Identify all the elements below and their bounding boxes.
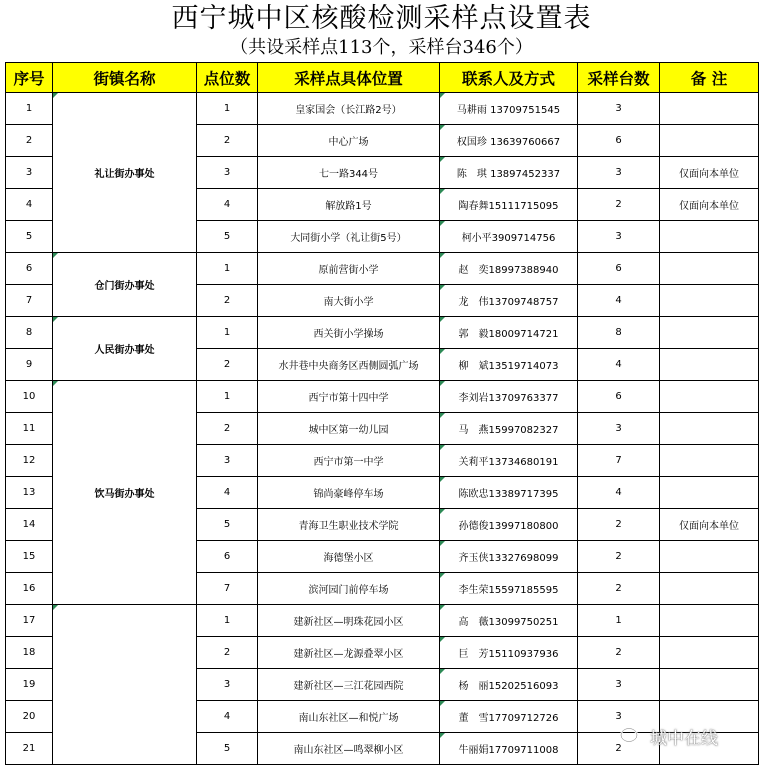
contact-cell	[440, 541, 578, 573]
contact-cell	[440, 285, 578, 317]
remark	[660, 445, 759, 477]
cell-corner-marker	[440, 413, 445, 418]
page-title: 西宁城中区核酸检测采样点设置表	[171, 3, 592, 34]
contact-info: 马 燕15997082327	[458, 425, 559, 436]
point-index: 1	[197, 605, 258, 637]
station-count: 2	[578, 509, 660, 541]
point-index: 6	[197, 541, 258, 573]
cell-corner-marker	[440, 477, 445, 482]
station-count: 2	[578, 733, 660, 765]
cell-corner-marker	[440, 381, 445, 386]
contact-info: 李生荣15597185595	[458, 585, 559, 596]
sampling-location: 南山东社区—鸣翠柳小区	[258, 733, 440, 765]
contact-cell	[440, 381, 578, 413]
header-stations: 采样台数	[578, 63, 660, 93]
sampling-location: 解放路1号	[258, 189, 440, 221]
contact-info: 权国珍 13639760667	[456, 137, 561, 148]
header-remark: 备 注	[660, 63, 759, 93]
contact-info: 郭 毅18009714721	[458, 329, 559, 340]
cell-corner-marker	[440, 349, 445, 354]
header-street: 街镇名称	[53, 63, 197, 93]
contact-cell	[440, 189, 578, 221]
row-number: 16	[6, 573, 53, 605]
cell-corner-marker	[53, 605, 58, 610]
station-count: 6	[578, 125, 660, 157]
contact-info: 龙 伟13709748757	[458, 297, 559, 308]
cell-corner-marker	[440, 541, 445, 546]
contact-info: 关莉平13734680191	[458, 457, 559, 468]
row-number: 20	[6, 701, 53, 733]
sampling-location: 建新社区—明珠花园小区	[258, 605, 440, 637]
point-index: 2	[197, 637, 258, 669]
contact-info: 马耕雨 13709751545	[456, 105, 561, 116]
point-index: 1	[197, 317, 258, 349]
station-count: 6	[578, 253, 660, 285]
contact-cell	[440, 605, 578, 637]
point-index: 1	[197, 253, 258, 285]
contact-info: 孙德俊13997180800	[458, 521, 559, 532]
sampling-points-table	[5, 62, 759, 765]
cell-corner-marker	[440, 637, 445, 642]
contact-info: 陈 琪 13897452337	[456, 169, 561, 180]
contact-cell	[440, 317, 578, 349]
contact-cell	[440, 477, 578, 509]
sampling-location: 南大街小学	[258, 285, 440, 317]
sampling-location: 滨河园门前停车场	[258, 573, 440, 605]
remark	[660, 125, 759, 157]
contact-cell	[440, 669, 578, 701]
remark	[660, 93, 759, 125]
station-count: 2	[578, 573, 660, 605]
row-number: 11	[6, 413, 53, 445]
row-number: 15	[6, 541, 53, 573]
cell-corner-marker	[440, 605, 445, 610]
table-row	[6, 605, 759, 637]
remark	[660, 381, 759, 413]
contact-info: 牛丽娟17709711008	[458, 745, 559, 756]
station-count: 4	[578, 477, 660, 509]
cell-corner-marker	[440, 509, 445, 514]
station-count: 1	[578, 605, 660, 637]
chat-bubbles-icon	[620, 727, 644, 747]
contact-info: 柳 斌13519714073	[458, 361, 559, 372]
row-number: 9	[6, 349, 53, 381]
contact-cell	[440, 349, 578, 381]
row-number: 4	[6, 189, 53, 221]
contact-cell	[440, 701, 578, 733]
point-index: 1	[197, 381, 258, 413]
remark	[660, 413, 759, 445]
watermark	[620, 724, 718, 749]
point-index: 4	[197, 189, 258, 221]
remark	[660, 317, 759, 349]
cell-corner-marker	[440, 317, 445, 322]
cell-corner-marker	[53, 381, 58, 386]
sampling-location: 建新社区—龙源叠翠小区	[258, 637, 440, 669]
cell-corner-marker	[440, 285, 445, 290]
cell-corner-marker	[53, 253, 58, 258]
street-name: 饮马街办事处	[53, 381, 197, 605]
sampling-location: 城中区第一幼儿园	[258, 413, 440, 445]
contact-info: 巨 芳15110937936	[458, 649, 559, 660]
contact-cell	[440, 637, 578, 669]
remark	[660, 349, 759, 381]
remark	[660, 285, 759, 317]
point-index: 4	[197, 477, 258, 509]
cell-corner-marker	[53, 317, 58, 322]
watermark-text: 城中在线	[650, 729, 718, 749]
row-number: 14	[6, 509, 53, 541]
station-count: 7	[578, 445, 660, 477]
station-count: 3	[578, 701, 660, 733]
header-no: 序号	[6, 63, 53, 93]
station-count: 3	[578, 157, 660, 189]
row-number: 18	[6, 637, 53, 669]
sampling-location: 七一路344号	[258, 157, 440, 189]
contact-info: 杨 丽15202516093	[458, 681, 559, 692]
row-number: 5	[6, 221, 53, 253]
station-count: 3	[578, 221, 660, 253]
cell-corner-marker	[440, 125, 445, 130]
point-index: 3	[197, 445, 258, 477]
contact-info: 李刘岩13709763377	[458, 393, 559, 404]
street-name	[53, 605, 197, 765]
station-count: 8	[578, 317, 660, 349]
sampling-location: 锦尚豪峰停车场	[258, 477, 440, 509]
point-index: 4	[197, 701, 258, 733]
contact-info: 柯小平3909714756	[461, 233, 556, 244]
cell-corner-marker	[440, 189, 445, 194]
cell-corner-marker	[440, 733, 445, 738]
sampling-location: 建新社区—三江花园西院	[258, 669, 440, 701]
point-index: 2	[197, 125, 258, 157]
sampling-location: 西关街小学操场	[258, 317, 440, 349]
station-count: 3	[578, 413, 660, 445]
contact-cell	[440, 125, 578, 157]
station-count: 4	[578, 349, 660, 381]
station-count: 4	[578, 285, 660, 317]
contact-cell	[440, 445, 578, 477]
row-number: 3	[6, 157, 53, 189]
station-count: 2	[578, 189, 660, 221]
point-index: 5	[197, 221, 258, 253]
contact-cell	[440, 573, 578, 605]
contact-cell	[440, 509, 578, 541]
remark	[660, 605, 759, 637]
cell-corner-marker	[440, 253, 445, 258]
cell-corner-marker	[440, 573, 445, 578]
cell-corner-marker	[440, 445, 445, 450]
sampling-location: 大同街小学（礼让街5号）	[258, 221, 440, 253]
contact-cell	[440, 413, 578, 445]
sampling-location: 中心广场	[258, 125, 440, 157]
row-number: 2	[6, 125, 53, 157]
remark	[660, 253, 759, 285]
contact-cell	[440, 93, 578, 125]
station-count: 3	[578, 93, 660, 125]
table-header-row	[6, 63, 759, 93]
sampling-location: 西宁市第一中学	[258, 445, 440, 477]
contact-info: 赵 奕18997388940	[458, 265, 559, 276]
station-count: 3	[578, 669, 660, 701]
header-point-count: 点位数	[197, 63, 258, 93]
table-body	[6, 93, 759, 765]
sampling-location: 海德堡小区	[258, 541, 440, 573]
remark	[660, 637, 759, 669]
point-index: 2	[197, 349, 258, 381]
point-index: 2	[197, 413, 258, 445]
point-index: 1	[197, 93, 258, 125]
cell-corner-marker	[440, 93, 445, 98]
contact-cell	[440, 157, 578, 189]
point-index: 2	[197, 285, 258, 317]
street-name: 人民街办事处	[53, 317, 197, 381]
row-number: 19	[6, 669, 53, 701]
contact-info: 董 雪17709712726	[458, 713, 559, 724]
contact-info: 陶春舞15111715095	[458, 201, 559, 212]
point-index: 3	[197, 157, 258, 189]
header-contact: 联系人及方式	[440, 63, 578, 93]
row-number: 8	[6, 317, 53, 349]
table-row	[6, 317, 759, 349]
remark: 仅面向本单位	[660, 189, 759, 221]
cell-corner-marker	[440, 669, 445, 674]
row-number: 7	[6, 285, 53, 317]
remark	[660, 669, 759, 701]
row-number: 21	[6, 733, 53, 765]
station-count: 6	[578, 381, 660, 413]
cell-corner-marker	[440, 701, 445, 706]
row-number: 1	[6, 93, 53, 125]
contact-cell	[440, 253, 578, 285]
remark	[660, 221, 759, 253]
remark: 仅面向本单位	[660, 157, 759, 189]
remark	[660, 573, 759, 605]
street-name: 礼让街办事处	[53, 93, 197, 253]
sampling-location: 原前营街小学	[258, 253, 440, 285]
row-number: 12	[6, 445, 53, 477]
contact-info: 陈欧忠13389717395	[458, 489, 559, 500]
point-index: 5	[197, 733, 258, 765]
header-location: 采样点具体位置	[258, 63, 440, 93]
row-number: 6	[6, 253, 53, 285]
point-index: 7	[197, 573, 258, 605]
contact-info: 齐玉侠13327698099	[458, 553, 559, 564]
page-subtitle: （共设采样点113个，采样台346个）	[230, 37, 533, 58]
sampling-location: 青海卫生职业技术学院	[258, 509, 440, 541]
contact-cell	[440, 221, 578, 253]
cell-corner-marker	[440, 157, 445, 162]
remark	[660, 477, 759, 509]
station-count: 2	[578, 541, 660, 573]
contact-cell	[440, 733, 578, 765]
table-row	[6, 93, 759, 125]
sampling-location: 水井巷中央商务区西侧圆弧广场	[258, 349, 440, 381]
table-row	[6, 253, 759, 285]
table-row	[6, 381, 759, 413]
remark: 仅面向本单位	[660, 509, 759, 541]
cell-corner-marker	[440, 221, 445, 226]
contact-info: 高 薇13099750251	[458, 617, 559, 628]
sampling-location: 南山东社区—和悦广场	[258, 701, 440, 733]
cell-corner-marker	[53, 93, 58, 98]
row-number: 13	[6, 477, 53, 509]
sampling-location: 皇家国会（长江路2号）	[258, 93, 440, 125]
row-number: 17	[6, 605, 53, 637]
row-number: 10	[6, 381, 53, 413]
point-index: 3	[197, 669, 258, 701]
station-count: 2	[578, 637, 660, 669]
street-name: 仓门街办事处	[53, 253, 197, 317]
sampling-location: 西宁市第十四中学	[258, 381, 440, 413]
remark	[660, 541, 759, 573]
point-index: 5	[197, 509, 258, 541]
